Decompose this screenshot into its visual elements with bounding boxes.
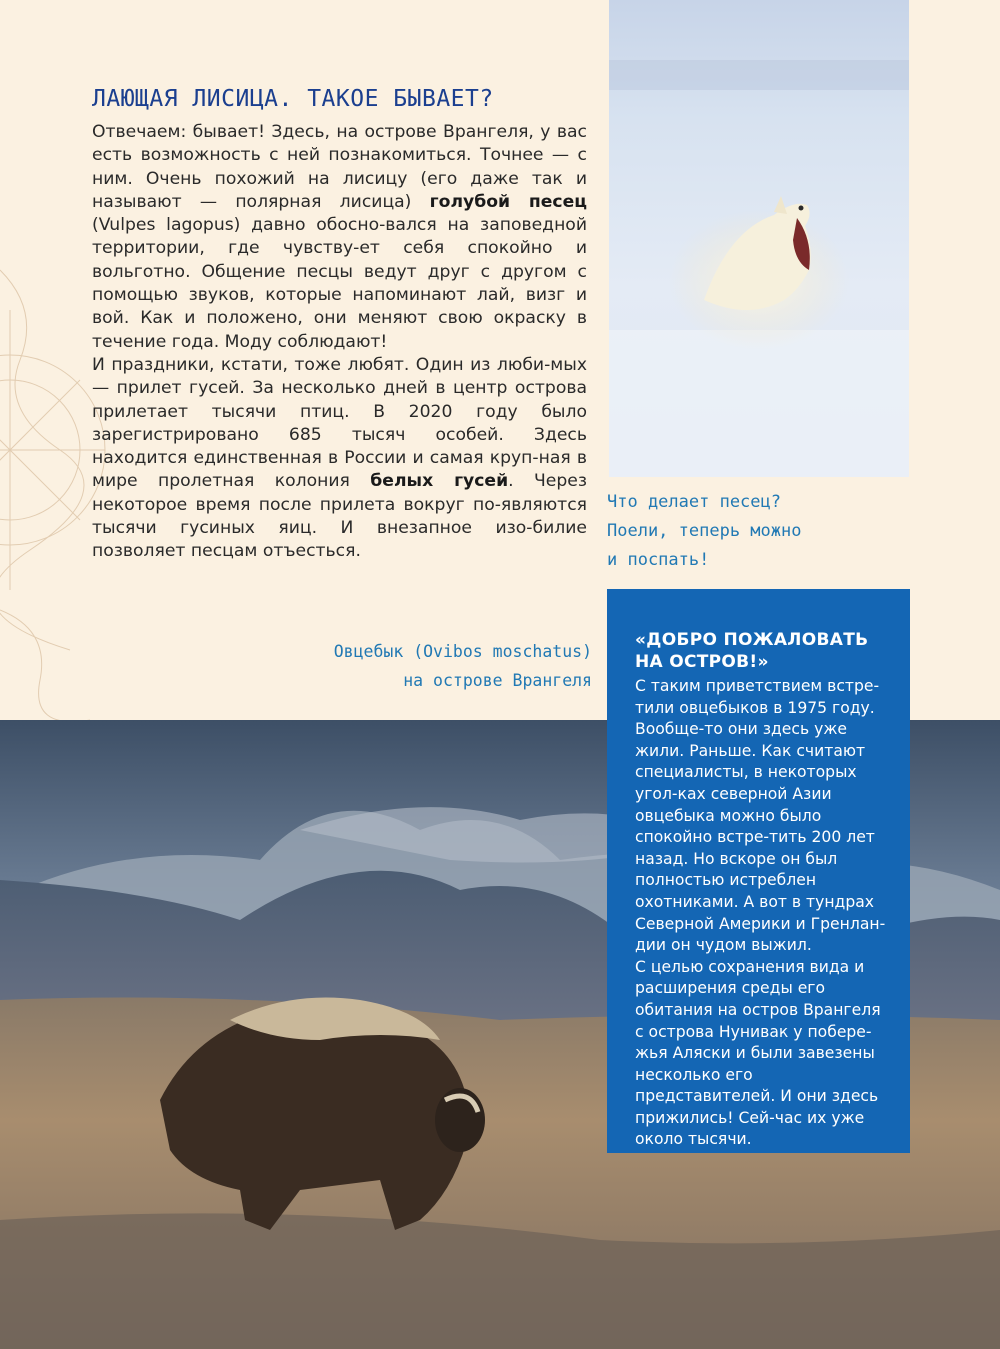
fox-caption [607, 488, 907, 575]
fox-caption-line: Что делает песец? [607, 492, 781, 512]
info-box-paragraph: С целью сохранения вида и расширения среды его обитания на остров Врангеля с острова Нунивак у побере-жья Аляски и были завезены несколько его представителей. И они здесь прижились! Сей-час их уже около тысячи. [635, 957, 881, 1149]
body-text: И праздники, кстати, тоже любят. Один из люби-мых — прилет гусей. За несколько дней в центр острова прилетает тысячи птиц. В 2020 году было зарегистрировано 685 тысяч особей. Здесь находится единственная в России и самая круп-ная в мире пролетная колония [92, 354, 587, 492]
highlight-snow-geese: белых гусей [370, 471, 509, 492]
article-heading: ЛАЮЩАЯ ЛИСИЦА. ТАКОЕ БЫВАЕТ? [92, 86, 494, 112]
body-text: Отвечаем: бывает! Здесь, на острове Врангеля, у вас есть возможность с ней познакомиться. Точнее — с ним. Очень похожий на лисицу (его даже так и называют — полярная лисица) [92, 122, 587, 212]
fox-caption-line: и поспать! [607, 550, 710, 570]
article-body [92, 121, 587, 564]
body-text: (Vulpes lagopus) давно обосно-вался на заповедной территории, где чувству-ет себя спокойно и вольготно. Общение песцы ведут друг с другом с помощью звуков, которые напоминают лай, визг и вой. Как и положено, они меняют свою окраску в течение года. Моду соблюдают! [92, 215, 587, 352]
info-box-welcome [607, 589, 910, 1153]
info-box-paragraph: С таким приветствием встре-тили овцебыков в 1975 году. Вообще-то они здесь уже жили. Раньше. Как считают специалисты, в некоторых угол-ках северной Азии овцебыка можно было спокойно встре-тить 200 лет назад. Но вскоре он был полностью истреблен охотниками. А вот в тундрах Северной Америки и Гренлан-дии он чудом выжил. [635, 677, 886, 955]
muskox-caption [290, 637, 592, 695]
info-box-title: «ДОБРО ПОЖАЛОВАТЬ НА ОСТРОВ!» [635, 630, 869, 672]
muskox-caption-line: Овцебык (Ovibos moschatus) [333, 642, 592, 661]
fox-caption-line: Поели, теперь можно [607, 521, 802, 541]
body-text: . Через некоторое время после прилета вокруг по-являются тысячи гусиных яиц. И внезапное изо-билие позволяет песцам отъесться. [92, 471, 587, 562]
arctic-fox-photo [609, 0, 909, 477]
highlight-arctic-fox: голубой песец [429, 191, 587, 212]
muskox-caption-line: на острове Врангеля [403, 671, 592, 690]
